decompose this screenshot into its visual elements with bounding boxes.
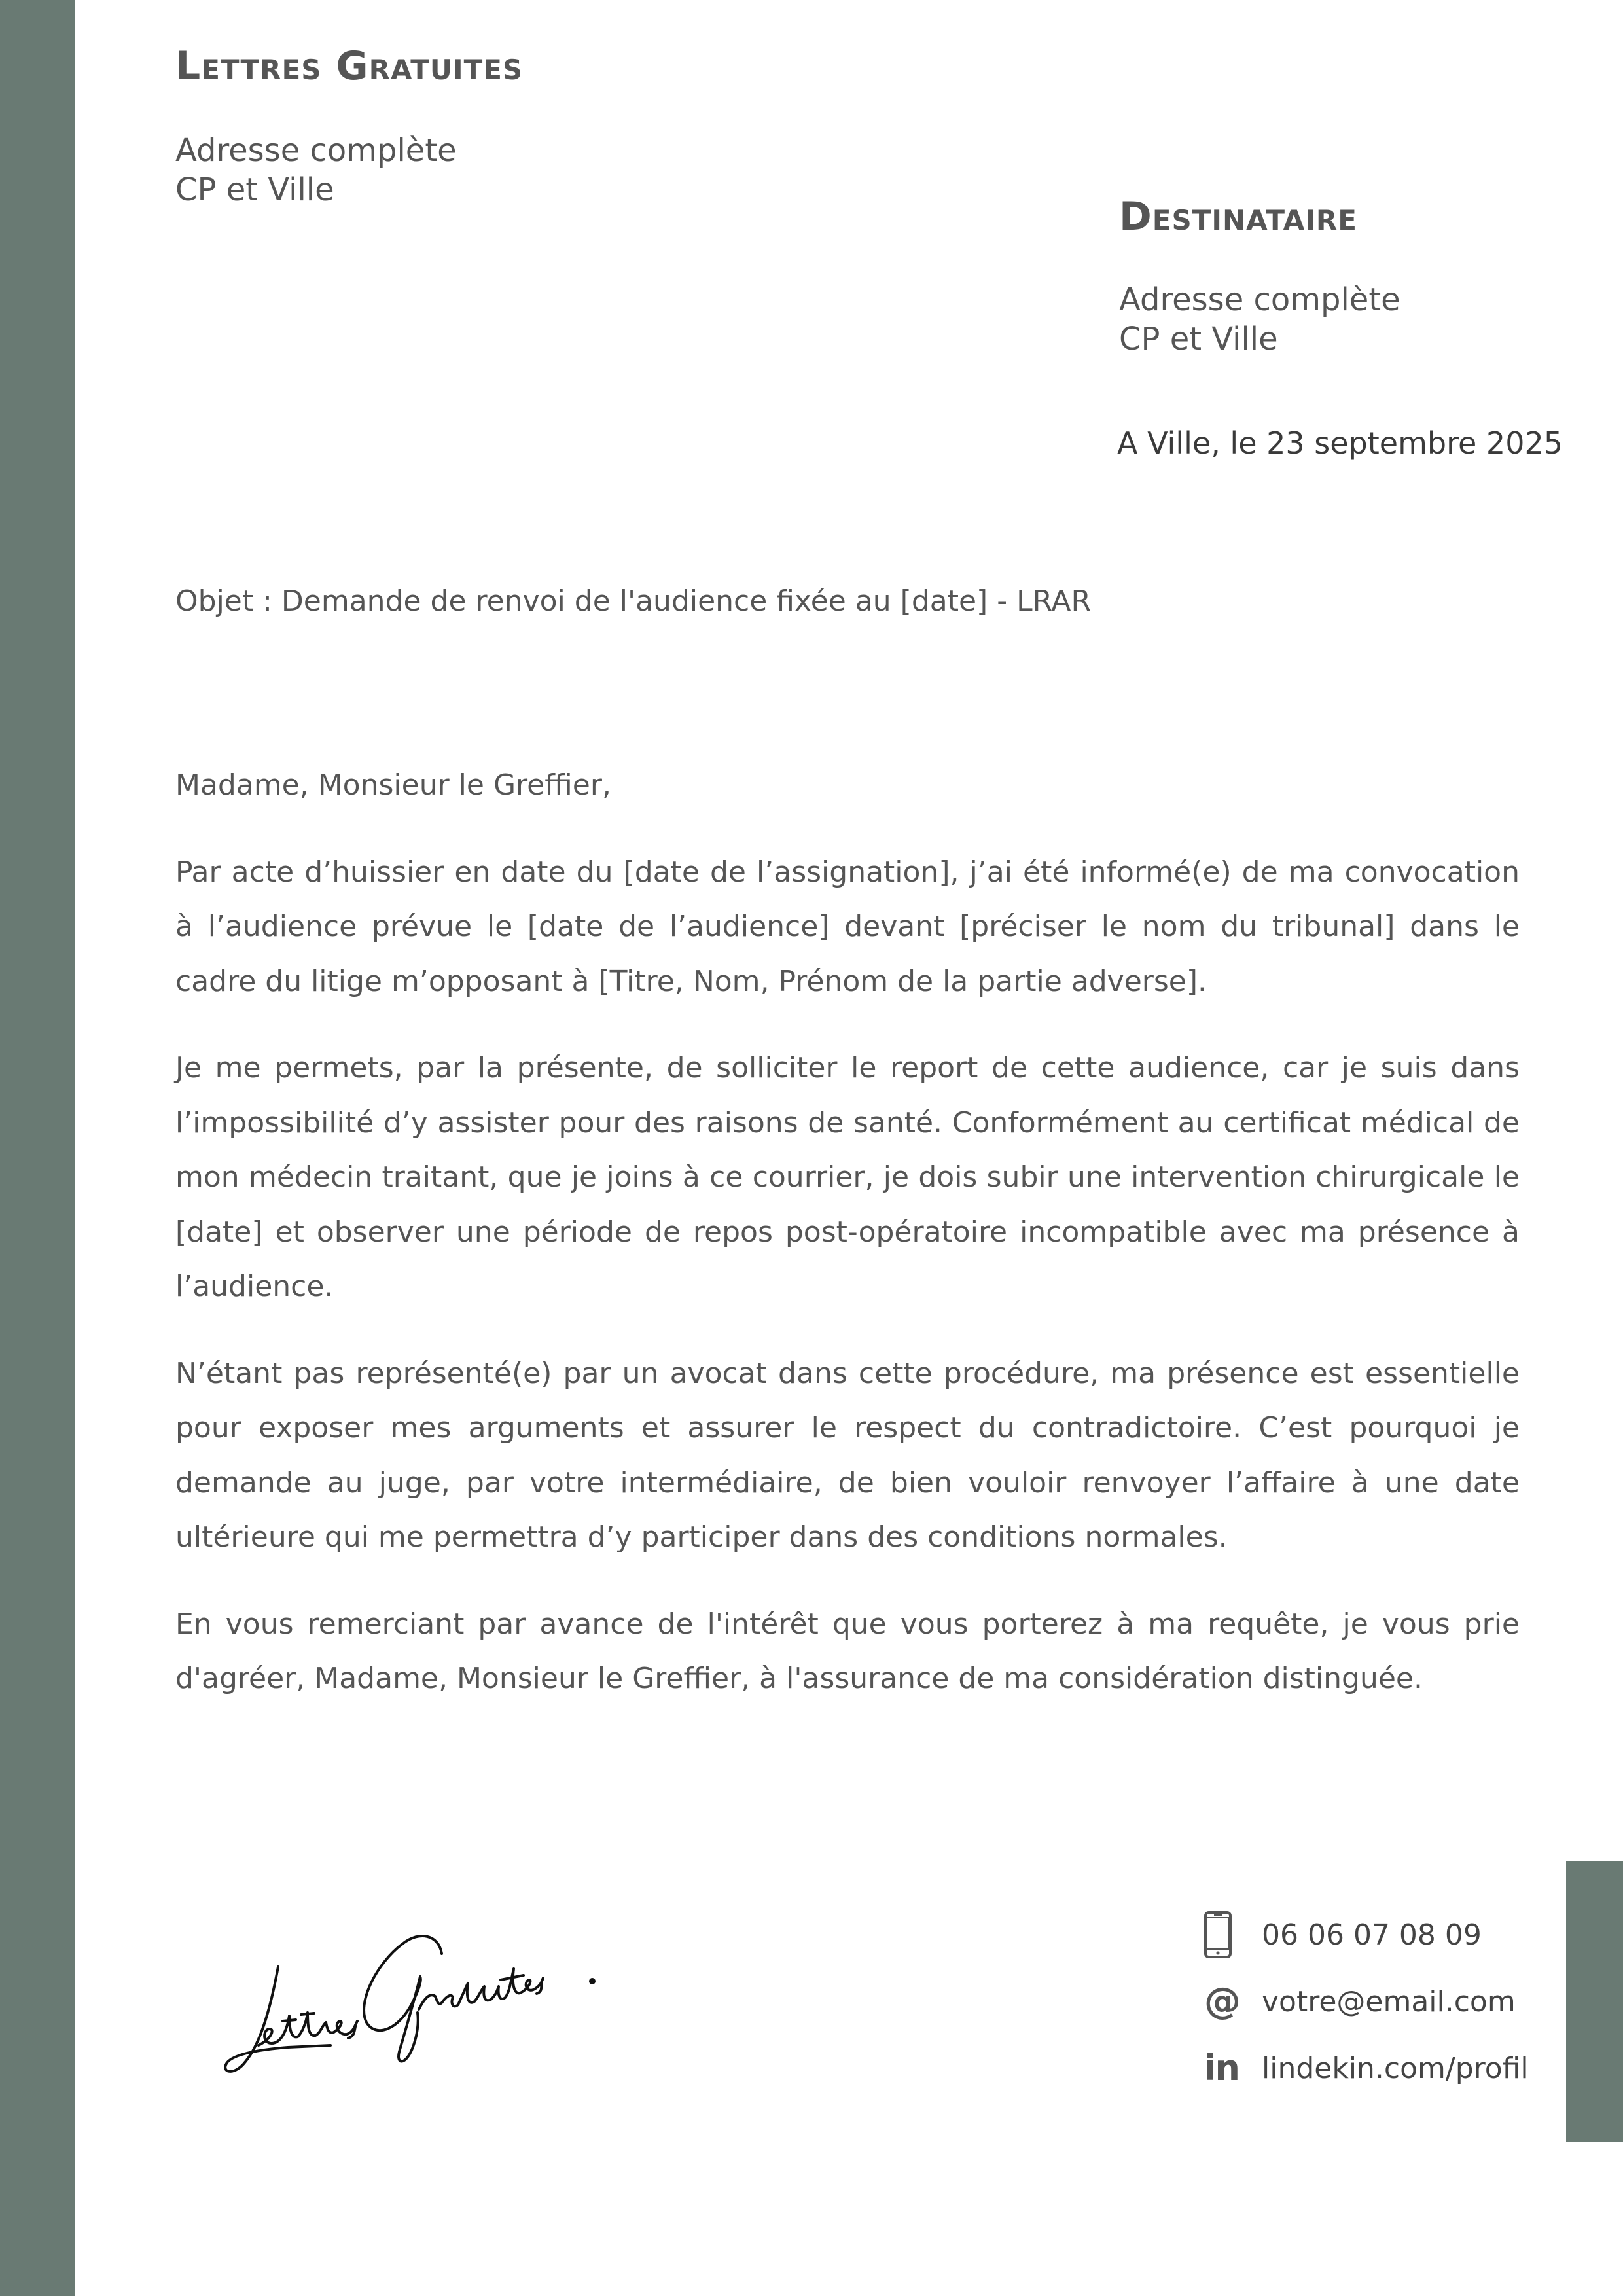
- sender-city-line: CP et Ville: [175, 171, 334, 208]
- date-line: A Ville, le 23 septembre 2025: [1117, 425, 1563, 461]
- email-address[interactable]: votre@email.com: [1262, 1984, 1516, 2018]
- at-sign-icon: @: [1204, 1980, 1241, 2022]
- smartphone-icon: [1204, 1909, 1245, 1961]
- phone-number: 06 06 07 08 09: [1262, 1918, 1482, 1952]
- contact-phone: [1204, 1901, 1529, 1968]
- letter-body: [175, 758, 1520, 1738]
- recipient-address: [1119, 280, 1400, 359]
- right-accent-tab: [1566, 1861, 1623, 2142]
- linkedin-icon: in: [1204, 2047, 1239, 2089]
- body-paragraph: Je me permets, par la présente, de solliciter le report de cette audience, car je suis dans l’impossibilité d’y assister pour des raisons de santé. Conformément au certificat médical de mon médecin traitant, que je joins à ce courrier, je dois subir une intervention chirurgicale le [date] et observer une période de repos post-opératoire incompatible avec ma présence à l’audience.: [175, 1051, 1520, 1303]
- linkedin-profile-link[interactable]: lindekin.com/profil: [1262, 2051, 1529, 2085]
- body-paragraph: Par acte d’huissier en date du [date de l’assignation], j’ai été informé(e) de ma convocation à l’audience prévue le [date de l’audience] devant [préciser le nom du tribunal] dans le cadre du litige m’opposant à [Titre, Nom, Prénom de la partie adverse].: [175, 855, 1520, 998]
- body-paragraph: N’étant pas représenté(e) par un avocat dans cette procédure, ma présence est essentielle pour exposer mes arguments et assurer le respect du contradictoire. C’est pourquoi je demande au juge, par votre intermédiaire, de bien vouloir renvoyer l’affaire à une date ultérieure qui me permettra d’y participer dans des conditions normales.: [175, 1356, 1520, 1554]
- recipient-city-line: CP et Ville: [1119, 321, 1278, 357]
- greeting: Madame, Monsieur le Greffier,: [175, 768, 611, 802]
- recipient-address-line: Adresse complète: [1119, 281, 1400, 318]
- sender-name: Lettres Gratuites: [175, 43, 524, 89]
- recipient-name: Destinataire: [1119, 194, 1357, 240]
- sender-address-line: Adresse complète: [175, 132, 457, 169]
- sender-address: [175, 131, 457, 209]
- subject-line: Objet : Demande de renvoi de l'audience fixée au [date] - LRAR: [175, 584, 1092, 618]
- contact-linkedin: [1204, 2035, 1529, 2102]
- body-paragraph: En vous remerciant par avance de l'intérêt que vous porterez à ma requête, je vous prie d'agréer, Madame, Monsieur le Greffier, à l'assurance de ma considération distinguée.: [175, 1607, 1520, 1695]
- left-accent-bar: [0, 0, 75, 2296]
- contact-info: [1204, 1901, 1529, 2102]
- handwritten-signature: [209, 1898, 628, 2075]
- contact-email: [1204, 1968, 1529, 2035]
